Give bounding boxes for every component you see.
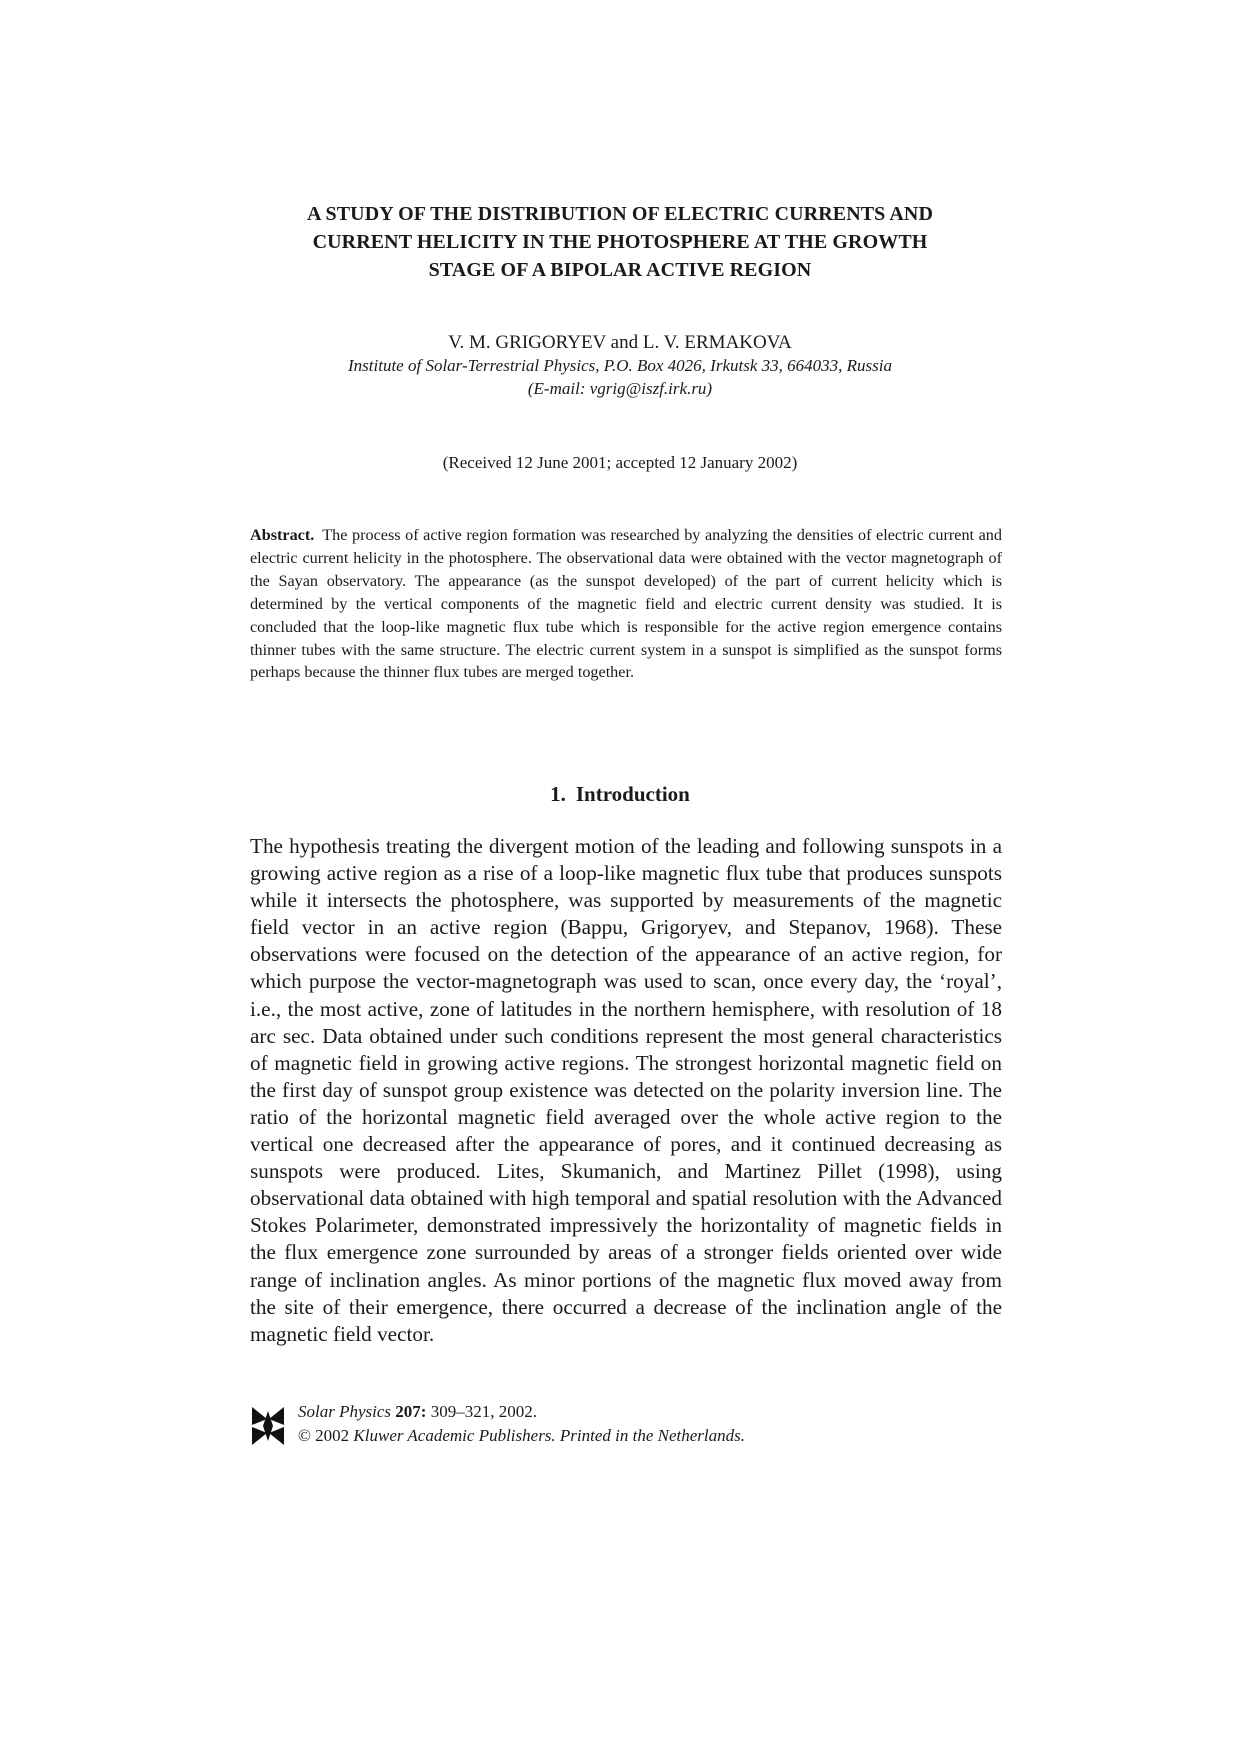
citation-line [298, 1400, 745, 1424]
publisher: Kluwer Academic Publishers. [353, 1426, 556, 1445]
footer [250, 1400, 990, 1450]
title-line-3: STAGE OF A BIPOLAR ACTIVE REGION [428, 259, 812, 281]
abstract-text: The process of active region formation was researched by analyzing the densities of electric current and electric current helicity in the photosphere. The observational data were obtained with the vector magnetograph of the Sayan observatory. The appearance (as the sunspot developed) of the part of current helicity which is determined by the vertical components of the magnetic field and electric current density was studied. It is concluded that the loop-like magnetic flux tube which is responsible for the active region emergence contains thinner tubes with the same structure. The electric current system in a sunspot is simplified as the sunspot forms perhaps because the thinner flux tubes are merged together. [250, 526, 1002, 682]
abstract [250, 524, 1002, 684]
title-line-2: CURRENT HELICITY IN THE PHOTOSPHERE AT THE GROWTH [312, 231, 928, 253]
title-line-1: A STUDY OF THE DISTRIBUTION OF ELECTRIC CURRENTS AND [306, 203, 934, 225]
authors: V. M. GRIGORYEV and L. V. ERMAKOVA [448, 332, 792, 353]
journal-pages: 309–321, 2002. [430, 1402, 537, 1421]
institute: Institute of Solar-Terrestrial Physics, P.O. Box 4026, Irkutsk 33, 664033, Russia [348, 356, 892, 375]
printed-in: Printed in the Netherlands. [559, 1426, 746, 1445]
affiliation [250, 354, 990, 400]
footer-text [298, 1400, 745, 1448]
journal-name: Solar Physics [298, 1402, 392, 1421]
paper-title [250, 200, 990, 284]
kluwer-logo-icon [250, 1405, 286, 1447]
section-heading [250, 780, 990, 808]
abstract-label: Abstract. [250, 526, 315, 544]
section-number: 1. [550, 782, 566, 806]
journal-volume: 207: [395, 1402, 427, 1421]
email: (E-mail: vgrig@iszf.irk.ru) [527, 379, 713, 398]
copyright: © 2002 [298, 1426, 350, 1445]
section-title: Introduction [575, 782, 690, 806]
copyright-line [298, 1424, 745, 1448]
body-paragraph: The hypothesis treating the divergent motion of the leading and following sunspots in a growing active region as a rise of a loop-like magnetic flux tube that produces sunspots while it intersects the photosphere, was supported by measurements of the magnetic field vector in an active region (Bappu, Grigoryev, and Stepanov, 1968). These observations were focused on the detection of the appearance of an active region, for which purpose the vector-magnetograph was used to scan, once every day, the ‘royal’, i.e., the most active, zone of latitudes in the northern hemisphere, with resolution of 18 arc sec. Data obtained under such conditions represent the most general characteristics of magnetic field in growing active regions. The strongest horizontal magnetic field on the first day of sunspot group existence was detected on the polarity inversion line. The ratio of the horizontal magnetic field averaged over the whole active region to the vertical one decreased after the appearance of pores, and it continued decreasing as sunspots were produced. Lites, Skumanich, and Martinez Pillet (1998), using observational data obtained with high temporal and spatial resolution with the Advanced Stokes Polarimeter, demonstrated impressively the horizontality of magnetic fields in the flux emergence zone surrounded by areas of a stronger fields oriented over wide range of inclination angles. As minor portions of the magnetic flux moved away from the site of their emergence, there occurred a decrease of the inclination angle of the magnetic field vector. [250, 834, 1002, 1346]
received-dates: (Received 12 June 2001; accepted 12 January 2002) [442, 453, 798, 472]
